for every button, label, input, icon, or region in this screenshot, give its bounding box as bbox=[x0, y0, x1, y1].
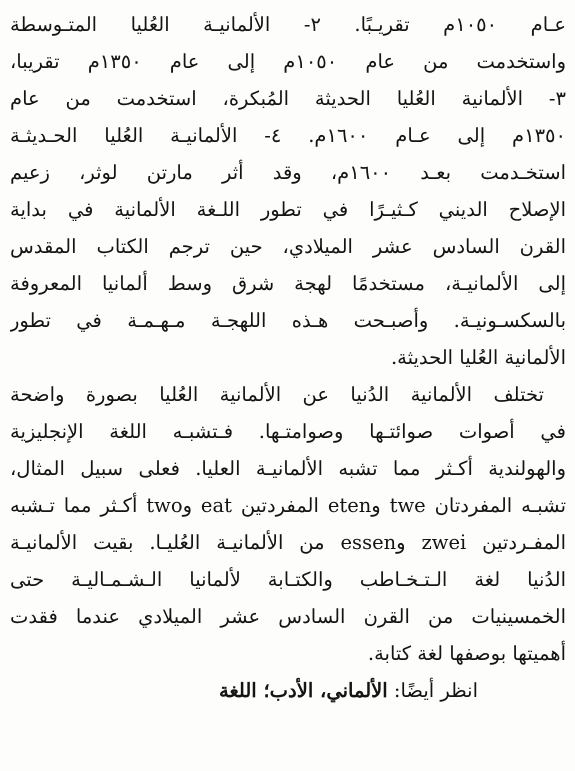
article-body bbox=[10, 6, 566, 709]
text-line: الدُنيا لغة الـتـخـاطب والكتـابة لألمانيا الـشـمـاليـة حتى bbox=[10, 568, 566, 591]
see-also-label: انظر أيضًا: bbox=[393, 679, 478, 702]
text-line: القرن السادس عشر الميلادي، حين ترجم الكتاب المقدس bbox=[10, 235, 566, 258]
text-line: والهولندية أكـثر مما تشبه الألمانيـة العليا. فعلى سبيل المثال، bbox=[10, 457, 566, 480]
text-line: تختلف الألمانية الدُنيا عن الألمانية العُليا بصورة واضحة bbox=[10, 383, 544, 406]
text-line: المفـردتين zwei وessen من الألمانيـة العُليـا. بقيت الألمانيـة bbox=[10, 531, 566, 554]
text-line: تشبـه المفردتان twe وeten المفردتين eat وtwo أكـثر مما تـشبه bbox=[10, 494, 566, 517]
text-line: واستخدمت من عام ١٠٥٠م إلى عام ١٣٥٠م تقريبا، bbox=[10, 50, 566, 73]
see-also bbox=[10, 672, 566, 709]
paragraph-2 bbox=[10, 376, 566, 672]
text-line: الألمانية العُليا الحديثة. bbox=[390, 346, 566, 369]
text-line: أهميتها بوصفها لغة كتابة. bbox=[367, 642, 566, 665]
text-line: في أصوات صوائتـها وصوامتـها. فـتشبـه اللغة الإنجليزية bbox=[10, 420, 566, 443]
text-line: عـام ١٠٥٠م تقريـبًا. ٢- الألمانيـة العُليا المتـوسطة bbox=[10, 13, 566, 36]
see-also-links[interactable]: الألماني، الأدب؛ اللغة bbox=[219, 679, 388, 702]
text-line: إلى الألمانيـة، مستخدمًا لهجة شرق وسط ألمانيا المعروفة bbox=[10, 272, 566, 295]
paragraph-1 bbox=[10, 6, 566, 376]
text-line: الإصلاح الديني كـثيـرًا في تطور اللـغة الألمانية في بداية bbox=[10, 198, 566, 221]
text-line: الخمسينيات من القرن السادس عشر الميلادي عندما فقدت bbox=[10, 605, 566, 628]
text-line: استخـدمت بعـد ١٦٠٠م، وقد أثر مارتن لوثر، زعيم bbox=[10, 161, 566, 184]
text-line: بالسكسـونيـة. وأصبـحت هـذه اللهجـة مـهـمـة في تطور bbox=[10, 309, 566, 332]
text-line: ٣- الألمانية العُليا الحديثة المُبكرة، استخدمت من عام bbox=[10, 87, 566, 110]
text-line: ١٣٥٠م إلى عـام ١٦٠٠م. ٤- الألمانيـة العُليا الحـديثـة bbox=[10, 124, 566, 147]
